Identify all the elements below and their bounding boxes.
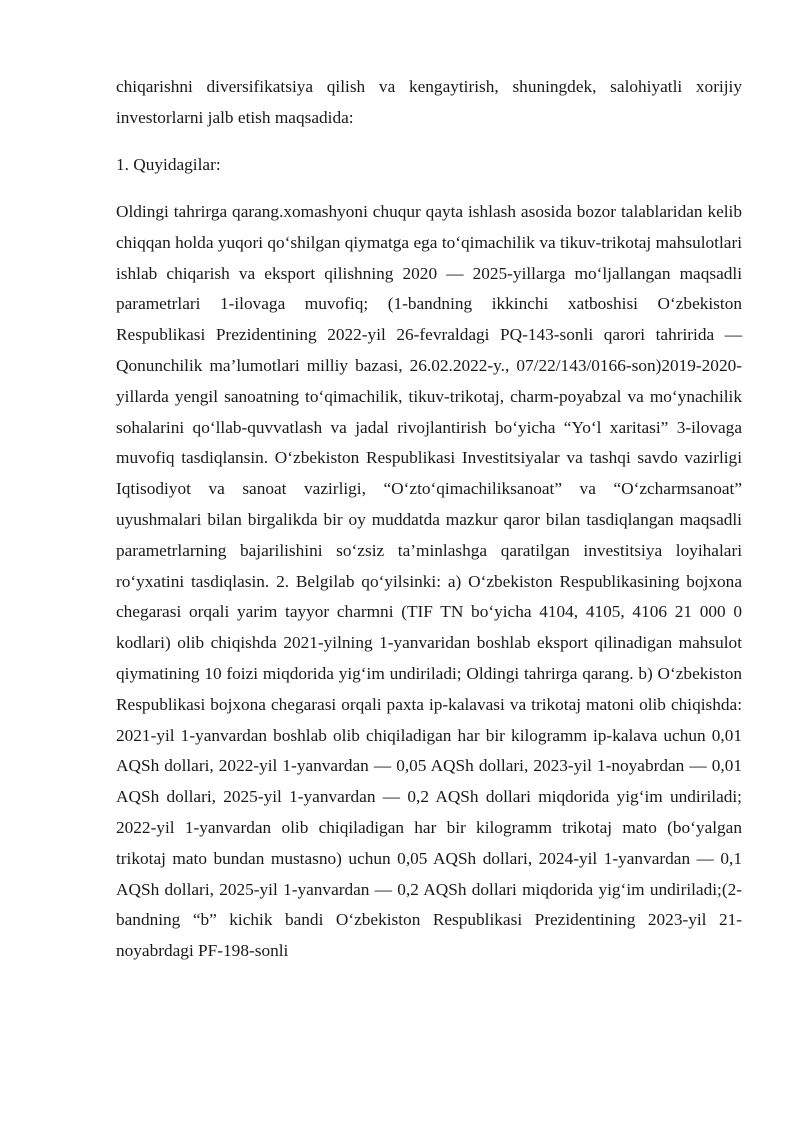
paragraph-heading-1: 1. Quyidagilar: bbox=[116, 155, 221, 174]
paragraph-body: Oldingi tahrirga qarang.xomashyoni chuqur qayta ishlash asosida bozor talablaridan kelib chiqqan holda yuqori qo‘shilgan qiymatga ega to‘qimachilik va tikuv-trikotaj mahsulotlari ishlab chiqarish va eksport qilishning 2020 — 2025-yillarga mo‘ljallangan maqsadli parametrlari 1-ilovaga muvofiq; (1-bandning ikkinchi xatboshisi O‘zbekiston Respublikasi Prezidentining 2022-yil 26-fevraldagi PQ-143-sonli qarori tahririda — Qonunchilik ma’lumotlari milliy bazasi, 26.02.2022-y., 07/22/143/0166-son)2019-2020-yillarda yengil sanoatning to‘qimachilik, tikuv-trikotaj, charm-poyabzal va mo‘ynachilik sohalarini qo‘llab-quvvatlash va jadal rivojlantirish bo‘yicha “Yo‘l xaritasi” 3-ilovaga muvofiq tasdiqlansin. O‘zbekiston Respublikasi Investitsiyalar va tashqi savdo vazirligi Iqtisodiyot va sanoat vazirligi, “O‘zto‘qimachiliksanoat” va “O‘zcharmsanoat” uyushmalari bilan birgalikda bir oy muddatda mazkur qaror bilan tasdiqlangan maqsadli parametrlarning bajarilishini so‘zsiz ta’minlashga qaratilgan investitsiya loyihalari ro‘yxatini tasdiqlasin. 2. Belgilab qo‘yilsinki: a) O‘zbekiston Respublikasining bojxona chegarasi orqali yarim tayyor charmni (TIF TN bo‘yicha 4104, 4105, 4106 21 000 0 kodlari) olib chiqishda 2021-yilning 1-yanvaridan boshlab eksport qilinadigan mahsulot qiymatining 10 foizi miqdorida yig‘im undiriladi; Oldingi tahrirga qarang. b) O‘zbekiston Respublikasi bojxona chegarasi orqali paxta ip-kalavasi va trikotaj matoni olib chiqishda: 2021-yil 1-yanvardan boshlab olib chiqiladigan har bir kilogramm ip-kalava uchun 0,01 AQSh dollari, 2022-yil 1-yanvardan — 0,05 AQSh dollari, 2023-yil 1-noyabrdan — 0,01 AQSh dollari, 2025-yil 1-yanvardan — 0,2 AQSh dollari miqdorida yig‘im undiriladi; 2022-yil 1-yanvardan olib chiqiladigan har bir kilogramm trikotaj mato (bo‘yalgan trikotaj mato bundan mustasno) uchun 0,05 AQSh dollari, 2024-yil 1-yanvardan — 0,1 AQSh dollari, 2025-yil 1-yanvardan — 0,2 AQSh dollari miqdorida yig‘im undiriladi;(2-bandning “b” kichik bandi O‘zbekiston Respublikasi Prezidentining 2023-yil 21-noyabrdagi PF-198-sonli bbox=[116, 202, 742, 961]
paragraph-intro: chiqarishni diversifikatsiya qilish va kengaytirish, shuningdek, salohiyatli xorijiy investorlarni jalb etish maqsadida: bbox=[116, 77, 742, 127]
